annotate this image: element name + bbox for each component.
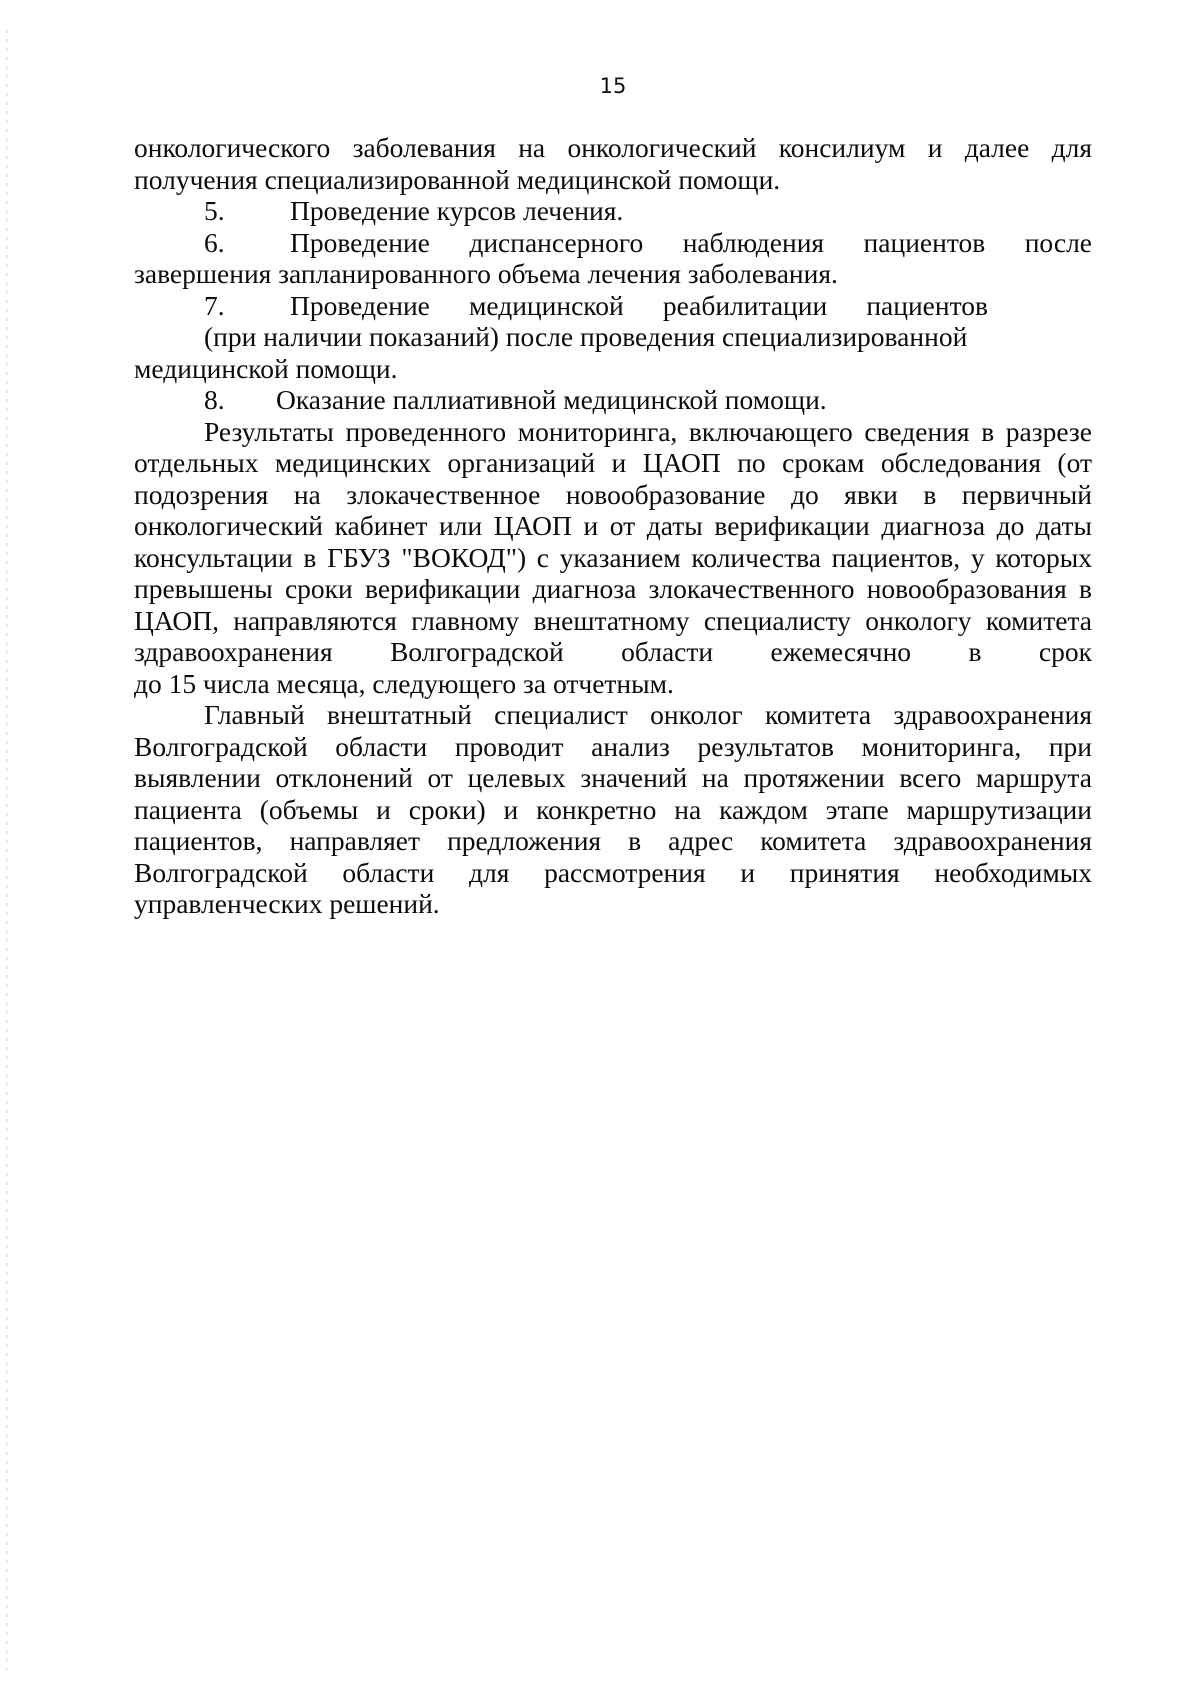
list-item-7 — [134, 290, 1092, 322]
list-item-text: Проведение диспансерного наблюдения пациентов после — [290, 226, 1092, 258]
list-item-7-continuation: медицинской помощи. — [134, 352, 398, 384]
document-body — [134, 132, 1092, 920]
paragraph-monitoring-deadline: до 15 числа месяца, следующего за отчетным. — [134, 667, 674, 699]
paragraph-intro: онкологического заболевания на онкологический консилиум и далее для получения специализированной медицинской помощи. — [134, 132, 1092, 195]
list-item-7-line2: (при наличии показаний) после проведения специализированной — [204, 321, 968, 352]
page-number: 15 — [599, 74, 627, 98]
list-item-number: 5. — [204, 195, 225, 226]
paragraph-monitoring-results: Результаты проведенного мониторинга, включающего сведения в разрезе отдельных медицинских организаций и ЦАОП по срокам обследования (от подозрения на злокачественное новообразование до явки в первичный онкологический кабинет или ЦАОП и от даты верификации диагноза до даты консультации в ГБУЗ "ВОКОД") с указанием количества пациентов, у которых превышены сроки верификации диагноза злокачественного новообразования в ЦАОП, направляются главному внештатному специалисту онкологу комитета здравоохранения Волгоградской области ежемесячно в срок — [134, 415, 1092, 667]
list-item-6 — [134, 227, 1092, 259]
list-item-8 — [134, 384, 1092, 416]
list-item-number: 6. — [204, 226, 225, 258]
list-item-number: 8. — [204, 384, 225, 415]
scan-edge-artifact — [6, 30, 8, 1670]
list-item-text: Проведение медицинской реабилитации пациентов — [290, 289, 988, 321]
list-item-5 — [134, 195, 1092, 227]
list-item-6-continuation: завершения запланированного объема лечения заболевания. — [134, 258, 838, 289]
list-item-number: 7. — [204, 289, 225, 321]
list-item-text: Оказание паллиативной медицинской помощи. — [276, 384, 827, 415]
paragraph-chief-specialist: Главный внештатный специалист онколог комитета здравоохранения Волгоградской области проводит анализ результатов мониторинга, при выявлении отклонений от целевых значений на протяжении всего маршрута пациента (объемы и сроки) и конкретно на каждом этапе маршрутизации пациентов, направляет предложения в адрес комитета здравоохранения Волгоградской области для рассмотрения и принятия необходимых управленческих решений. — [134, 699, 1092, 919]
list-item-text: Проведение курсов лечения. — [290, 195, 624, 226]
